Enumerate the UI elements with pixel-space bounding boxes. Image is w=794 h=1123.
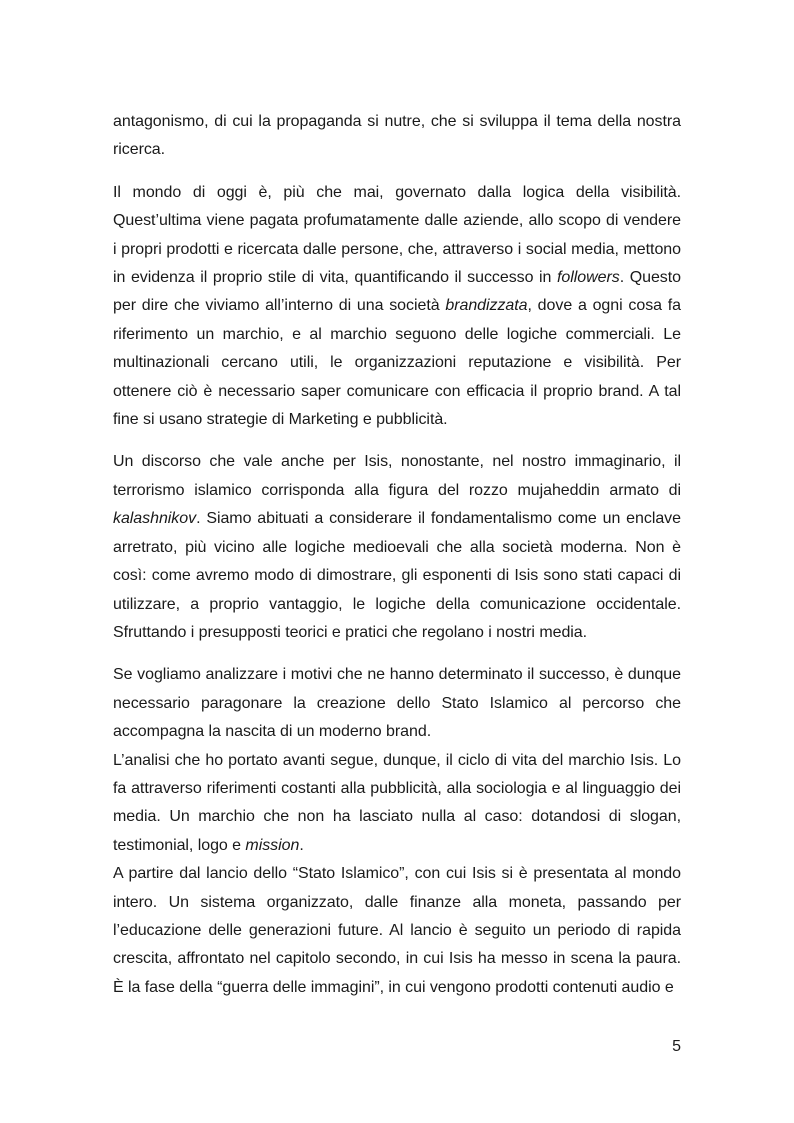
paragraph-2-text-a: Il mondo di oggi è, più che mai, governato dalla logica della visibilità. Quest’ultima viene pagata profumatamente dalle aziende, allo scopo di vendere i propri prodotti e ricercata dalle persone, che, attraverso i social media, mettono in evidenza il proprio stile di vita, quantificando il successo in (113, 183, 681, 287)
paragraph-4-text: Se vogliamo analizzare i motivi che ne hanno determinato il successo, è dunque necessario paragonare la creazione dello Stato Islamico al percorso che accompagna la nascita di un moderno brand. (113, 666, 681, 741)
term-followers: followers (557, 269, 620, 287)
term-brandizzata: brandizzata (445, 297, 528, 315)
paragraph-2-text-b: . Questo per dire che viviamo all’interno di una società (113, 269, 681, 315)
paragraph-3-text-b: . Siamo abituati a considerare il fondamentalismo come un enclave arretrato, più vicino alle logiche medioevali che alla società moderna. Non è così: come avremo modo di dimostrare, gli esponenti di Isis sono stati capaci di utilizzare, a proprio vantaggio, le logiche della comunicazione occidentale. Sfruttando i presupposti teorici e pratici che regolano i nostri media. (113, 510, 681, 641)
page-body (113, 108, 681, 1002)
term-kalashnikov: kalashnikov (113, 510, 197, 528)
paragraph-3 (113, 448, 681, 647)
page-number: 5 (672, 1038, 681, 1055)
paragraph-1 (113, 108, 681, 165)
paragraph-3-text-a: Un discorso che vale anche per Isis, nonostante, nel nostro immaginario, il terrorismo islamico corrisponda alla figura del rozzo mujaheddin armato di (113, 453, 681, 499)
paragraph-5-text-b: . (299, 836, 304, 854)
paragraph-2 (113, 179, 681, 435)
paragraph-6-text: A partire dal lancio dello “Stato Islamico”, con cui Isis si è presentata al mondo intero. Un sistema organizzato, dalle finanze alla moneta, passando per l’educazione delle generazioni future. Al lancio è seguito un periodo di rapida crescita, affrontato nel capitolo secondo, in cui Isis ha messo in scena la paura. È la fase della “guerra delle immagini”, in cui vengono prodotti contenuti audio e (113, 865, 681, 996)
term-mission: mission (245, 836, 300, 854)
paragraph-6 (113, 860, 681, 1002)
paragraph-5 (113, 747, 681, 861)
paragraph-5-text-a: L’analisi che ho portato avanti segue, dunque, il ciclo di vita del marchio Isis. Lo fa attraverso riferimenti costanti alla pubblicità, alla sociologia e al linguaggio dei media. Un marchio che non ha lasciato nulla al caso: dotandosi di slogan, testimonial, logo e (113, 751, 681, 854)
paragraph-2-text-c: , dove a ogni cosa fa riferimento un marchio, e al marchio seguono delle logiche commerciali. Le multinazionali cercano utili, le organizzazioni reputazione e visibilità. Per ottenere ciò è necessario saper comunicare con efficacia il proprio brand. A tal fine si usano strategie di Marketing e pubblicità. (113, 297, 682, 429)
paragraph-1-text: antagonismo, di cui la propaganda si nutre, che si sviluppa il tema della nostra ricerca. (113, 113, 681, 159)
paragraph-4 (113, 661, 681, 746)
